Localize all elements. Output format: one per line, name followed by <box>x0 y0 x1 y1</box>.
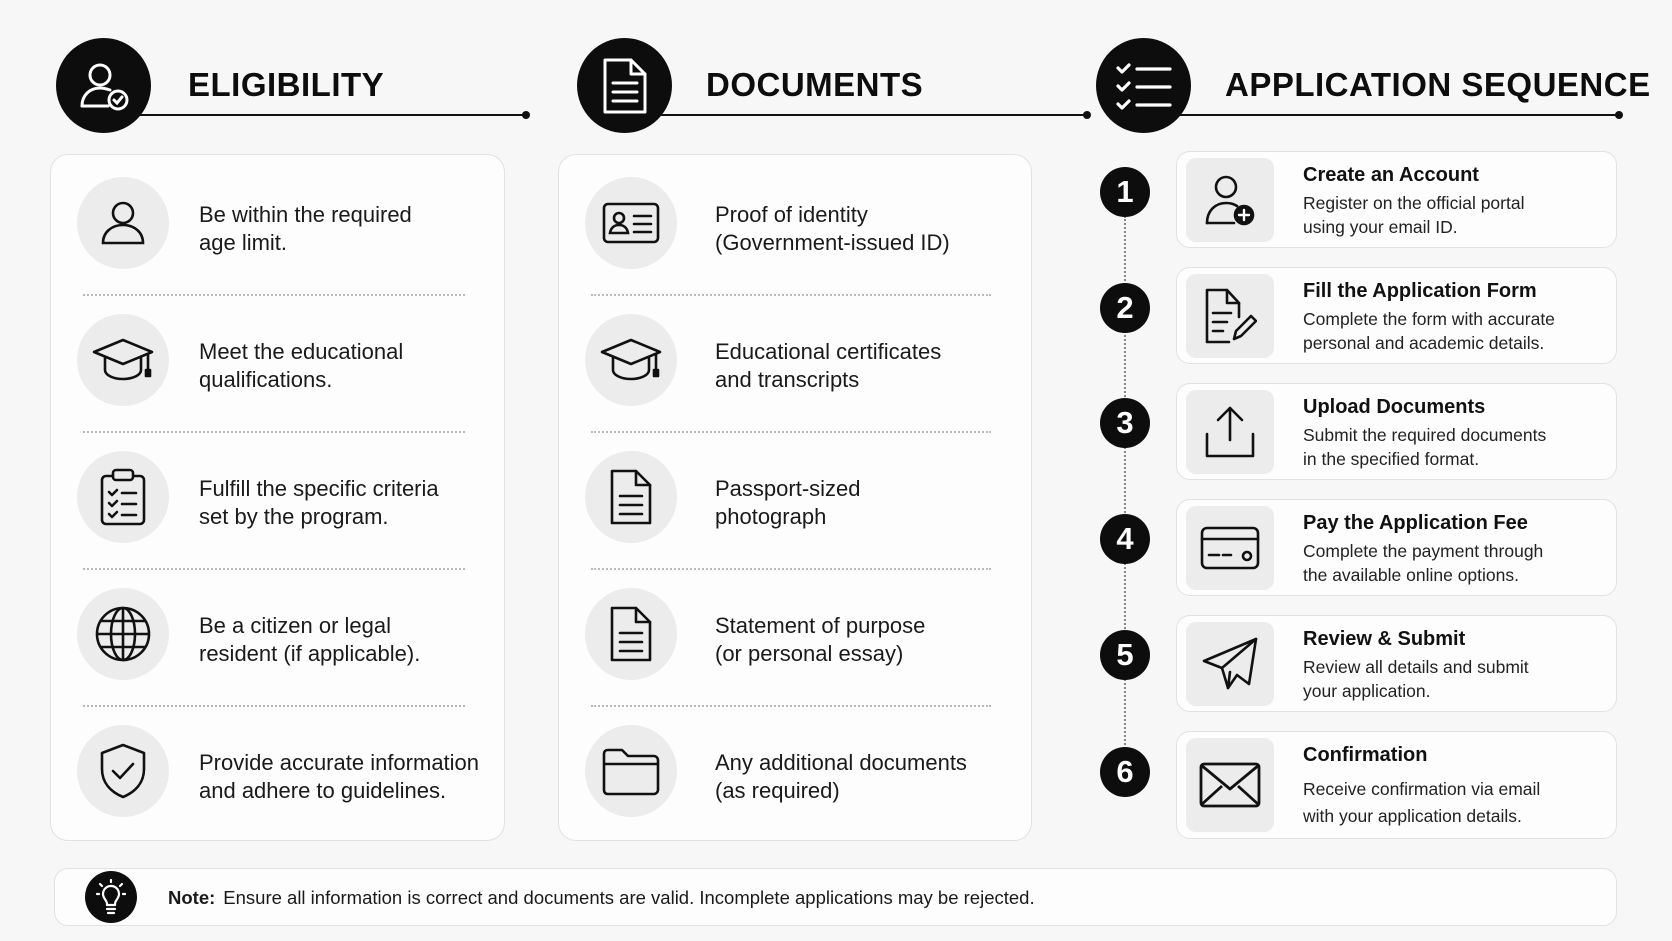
document-item-text: Proof of identity (Government-issued ID) <box>715 202 950 255</box>
list-item <box>559 566 1031 703</box>
credit-card-icon <box>1186 506 1274 590</box>
note-bar <box>54 868 1617 926</box>
step-description: Submit the required documents in the specified format. <box>1303 425 1547 469</box>
eligibility-item-text: Fulfill the specific criteria set by the program. <box>199 476 439 529</box>
eligibility-item-text: Be a citizen or legal resident (if applicable). <box>199 613 421 666</box>
document-icon <box>577 38 672 133</box>
list-item <box>559 429 1031 566</box>
envelope-icon <box>1186 738 1274 832</box>
document-edit-icon <box>1186 274 1274 358</box>
paper-plane-icon <box>1186 622 1274 706</box>
document-icon <box>585 451 677 543</box>
graduation-cap-icon <box>585 314 677 406</box>
step-number-badge: 6 <box>1100 747 1150 797</box>
note-label: Note: <box>168 887 216 908</box>
step-number-badge: 2 <box>1100 283 1150 333</box>
document-item-text: Any additional documents (as required) <box>715 750 967 803</box>
shield-check-icon <box>77 725 169 817</box>
user-plus-icon <box>1186 158 1274 242</box>
eligibility-header <box>56 38 476 133</box>
step-number-badge: 3 <box>1100 398 1150 448</box>
step-card <box>1176 267 1617 364</box>
documents-header <box>577 38 1017 133</box>
step-number-badge: 1 <box>1100 167 1150 217</box>
list-item <box>51 703 504 840</box>
document-item-text: Statement of purpose (or personal essay) <box>715 613 926 666</box>
step-title: Upload Documents <box>1303 396 1486 418</box>
user-check-icon <box>56 38 151 133</box>
step-number-badge: 4 <box>1100 514 1150 564</box>
id-card-icon <box>585 177 677 269</box>
step-description: Complete the payment through the available online options. <box>1303 541 1544 585</box>
document-item-text: Educational certificates and transcripts <box>715 339 942 392</box>
step-number-badge: 5 <box>1100 630 1150 680</box>
step-description: Complete the form with accurate personal and academic details. <box>1303 309 1555 353</box>
note-message: Ensure all information is correct and documents are valid. Incomplete applications may be rejected. <box>223 887 1035 908</box>
step-description: Receive confirmation via email with your application details. <box>1303 779 1541 826</box>
list-item <box>559 703 1031 840</box>
list-item <box>51 566 504 703</box>
application-sequence-title: APPLICATION SEQUENCE <box>1225 66 1651 103</box>
documents-card <box>558 154 1032 841</box>
application-sequence-header-rule <box>1176 114 1619 116</box>
list-item <box>51 429 504 566</box>
step-description: Register on the official portal using your email ID. <box>1303 193 1525 237</box>
user-icon <box>77 177 169 269</box>
step-title: Pay the Application Fee <box>1303 512 1528 534</box>
graduation-cap-icon <box>77 314 169 406</box>
upload-icon <box>1186 390 1274 474</box>
checklist-icon <box>1096 38 1191 133</box>
step-title: Fill the Application Form <box>1303 280 1537 302</box>
step-card <box>1176 383 1617 480</box>
globe-icon <box>77 588 169 680</box>
step-title: Create an Account <box>1303 164 1479 186</box>
step-card <box>1176 731 1617 839</box>
eligibility-title: ELIGIBILITY <box>188 66 385 103</box>
clipboard-checklist-icon <box>77 451 169 543</box>
document-item-text: Passport-sized photograph <box>715 476 861 529</box>
application-sequence-header <box>1096 38 1651 133</box>
documents-header-rule <box>657 114 1087 116</box>
eligibility-item-text: Provide accurate information and adhere to guidelines. <box>199 750 480 803</box>
note-text <box>168 887 1035 909</box>
list-item <box>51 292 504 429</box>
eligibility-item-text: Be within the required age limit. <box>199 202 412 255</box>
eligibility-card <box>50 154 505 841</box>
step-title: Review & Submit <box>1303 628 1466 650</box>
list-item <box>559 155 1031 292</box>
step-card <box>1176 615 1617 712</box>
document-icon <box>585 588 677 680</box>
documents-title: DOCUMENTS <box>706 66 924 103</box>
step-title: Confirmation <box>1303 744 1428 766</box>
step-card <box>1176 151 1617 248</box>
step-description: Review all details and submit your application. <box>1303 657 1529 701</box>
step-card <box>1176 499 1617 596</box>
eligibility-header-rule <box>136 114 526 116</box>
folder-icon <box>585 725 677 817</box>
lightbulb-icon <box>85 871 137 923</box>
eligibility-item-text: Meet the educational qualifications. <box>199 339 404 392</box>
list-item <box>559 292 1031 429</box>
list-item <box>51 155 504 292</box>
